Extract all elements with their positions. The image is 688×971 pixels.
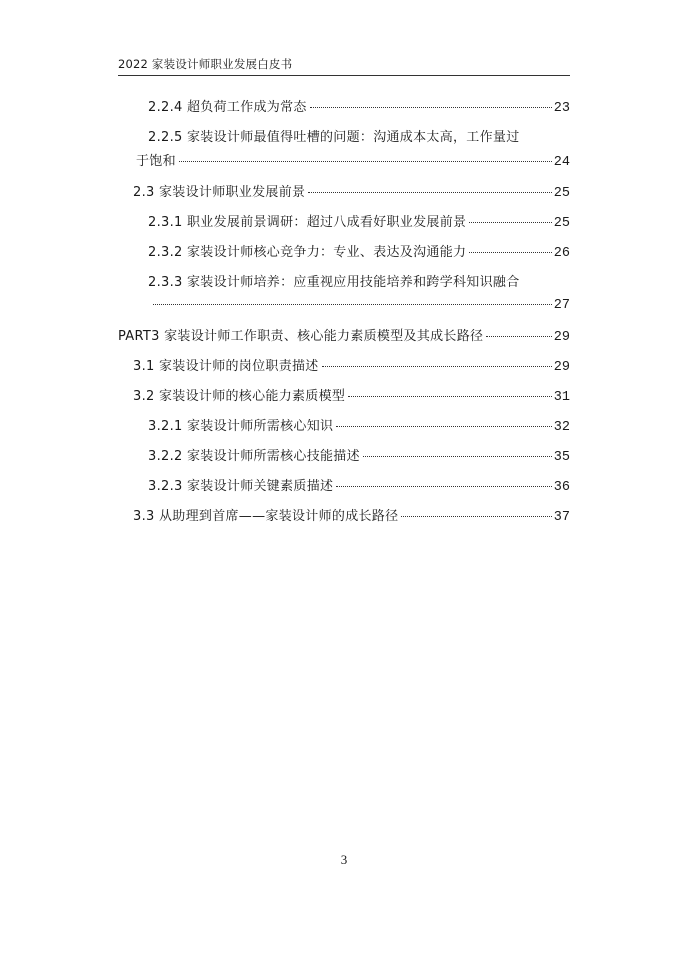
toc-leader-dots [348,396,552,397]
toc-leader-dots [363,456,552,457]
toc-entry[interactable] [118,329,570,346]
toc-entry-label: 2.3.2 家装设计师核心竞争力：专业、表达及沟通能力 [148,245,467,260]
toc-entry-page: 29 [553,360,570,375]
toc-entry-page: 25 [553,186,570,201]
toc-entry-label: 2.3 家装设计师职业发展前景 [133,185,306,200]
toc-leader-dots [469,222,551,223]
toc-entry[interactable] [133,359,570,376]
toc-entry[interactable] [148,479,570,496]
toc-entry-label-line1: 2.2.5 家装设计师最值得吐槽的问题：沟通成本太高，工作量过 [148,130,520,145]
toc-entry-page: 26 [553,246,570,261]
toc-leader-dots [310,107,552,108]
toc-leader-dots [469,252,551,253]
toc-entry[interactable] [148,215,570,232]
toc-leader-dots [179,161,552,162]
toc-entry-line1[interactable] [148,130,520,146]
toc-leader-dots [336,426,551,427]
toc-entry-label: 3.2.1 家装设计师所需核心知识 [148,419,334,434]
toc-entry[interactable] [133,509,570,526]
toc-entry[interactable] [148,449,570,466]
toc-entry-label: 3.1 家装设计师的岗位职责描述 [133,359,319,374]
toc-leader-dots [308,192,551,193]
toc-entry-page: 25 [553,216,570,231]
toc-leader-dots [322,366,552,367]
toc-entry-label: 3.3 从助理到首席——家装设计师的成长路径 [133,509,399,524]
toc-entry[interactable] [150,298,570,314]
toc-entry-page: 36 [553,480,570,495]
toc-entry-page: 35 [553,450,570,465]
toc-entry-page: 29 [553,330,570,345]
toc-entry-page: 31 [553,390,570,405]
toc-entry-page: 24 [553,155,570,170]
toc-entry-label: 2.3.1 职业发展前景调研：超过八成看好职业发展前景 [148,215,467,230]
toc-entry[interactable] [148,419,570,436]
toc-entry-label: PART3 家装设计师工作职责、核心能力素质模型及其成长路径 [118,329,484,344]
page-number: 3 [340,852,348,867]
toc-entry-page: 37 [553,510,570,525]
toc-entry-label: 3.2.3 家装设计师关键素质描述 [148,479,334,494]
toc-entry-line1[interactable] [148,275,520,291]
toc-entry-label: 2.2.4 超负荷工作成为常态 [148,100,307,115]
toc-entry[interactable] [148,100,570,117]
toc-entry[interactable] [136,154,570,171]
toc-leader-dots [401,516,551,517]
toc-entry-label-line1: 2.3.3 家装设计师培养：应重视应用技能培养和跨学科知识融合 [148,275,520,290]
toc-entry-label: 3.2 家装设计师的核心能力素质模型 [133,389,346,404]
toc-entry-page: 23 [553,101,570,116]
toc-leader-dots [336,486,551,487]
header-title: 2022 家装设计师职业发展白皮书 [118,57,293,71]
toc-entry-page: 27 [553,298,570,313]
toc-entry-label: 3.2.2 家装设计师所需核心技能描述 [148,449,360,464]
toc-entry-page: 32 [553,420,570,435]
toc-entry[interactable] [148,245,570,262]
toc-entry[interactable] [133,389,570,406]
toc-leader-dots [486,336,551,337]
toc-entry[interactable] [133,185,570,202]
toc-entry-label: 于饱和 [136,154,176,169]
toc-leader-dots [153,304,552,305]
